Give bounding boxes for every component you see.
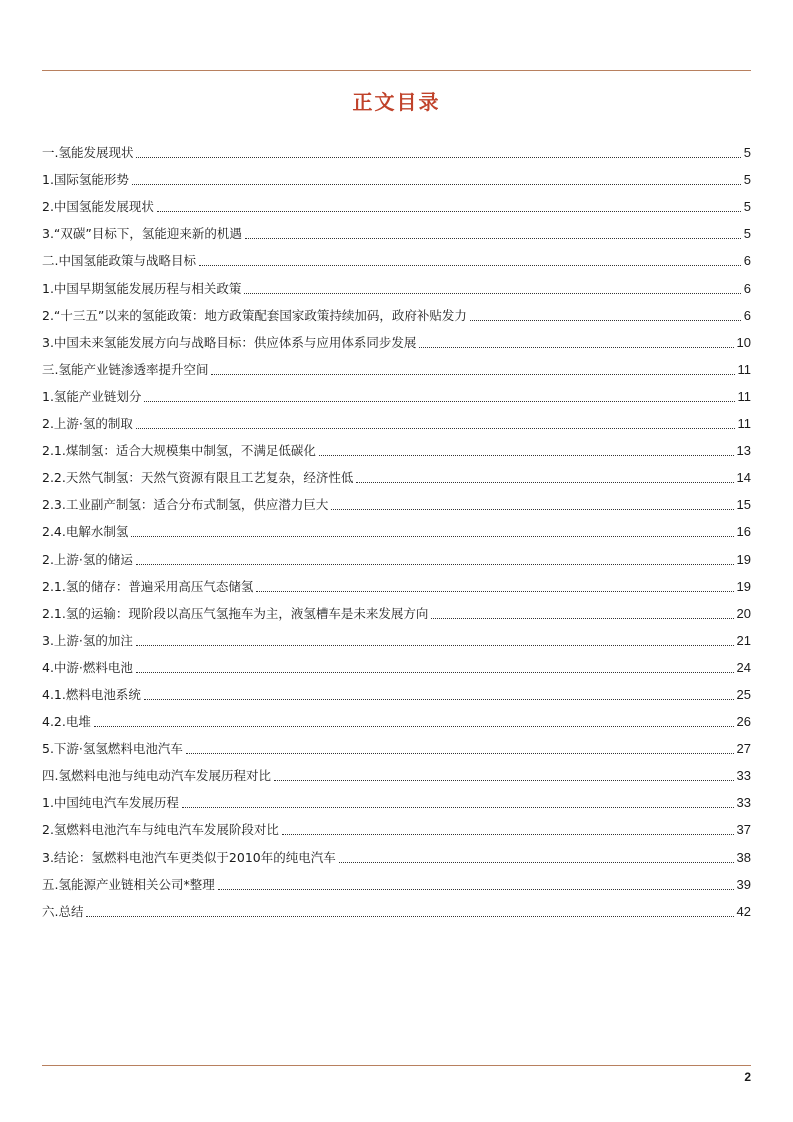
toc-entry-title: 4.中游·燃料电池 [42,659,133,675]
toc-entry[interactable] [42,784,751,811]
toc-entry-title: 一.氢能发展现状 [42,145,134,161]
page-number: 2 [744,1070,751,1084]
toc-entry-title: 3.“双碳”目标下，氢能迎来新的机遇 [42,226,242,242]
toc-entry[interactable] [42,730,751,757]
toc-dot-leader [282,834,734,835]
toc-dot-leader [144,699,734,700]
toc-entry[interactable] [42,595,751,622]
toc-entry-title: 4.1.燃料电池系统 [42,686,141,702]
toc-entry-title: 2.4.电解水制氢 [42,524,129,540]
toc-dot-leader [131,536,733,537]
toc-entry-title: 5.下游·氢氢燃料电池汽车 [42,741,183,757]
toc-entry-page: 13 [736,443,751,459]
toc-dot-leader [211,374,734,375]
toc-entry[interactable] [42,351,751,378]
toc-entry[interactable] [42,540,751,567]
toc-entry-page: 33 [736,768,751,784]
toc-entry[interactable] [42,622,751,649]
toc-dot-leader [144,401,734,402]
toc-entry-title: 1.中国早期氢能发展历程与相关政策 [42,280,242,296]
toc-dot-leader [132,184,741,185]
table-of-contents [42,134,751,920]
toc-entry-page: 5 [743,172,751,188]
toc-entry-page: 37 [736,822,751,838]
toc-entry-page: 6 [743,280,751,296]
toc-entry[interactable] [42,161,751,188]
toc-entry-page: 11 [737,361,751,377]
toc-entry-title: 4.2.电堆 [42,714,91,730]
toc-entry[interactable] [42,405,751,432]
toc-entry-page: 6 [743,253,751,269]
toc-entry[interactable] [42,703,751,730]
toc-entry-page: 15 [736,497,751,513]
toc-dot-leader [182,807,734,808]
toc-entry-title: 2.1.氢的运输：现阶段以高压气氢拖车为主，液氢槽车是未来发展方向 [42,605,429,621]
toc-entry-page: 21 [736,632,751,648]
page-title: 正文目录 [352,90,441,114]
toc-entry-page: 5 [743,145,751,161]
toc-entry[interactable] [42,297,751,324]
toc-dot-leader [356,482,733,483]
toc-dot-leader [274,780,734,781]
toc-entry-page: 11 [737,416,751,432]
toc-dot-leader [136,157,740,158]
toc-entry[interactable] [42,757,751,784]
toc-entry[interactable] [42,838,751,865]
toc-entry[interactable] [42,242,751,269]
toc-entry-title: 2.上游·氢的制取 [42,416,133,432]
toc-entry-page: 26 [736,714,751,730]
toc-entry-page: 14 [736,470,751,486]
toc-dot-leader [86,916,733,917]
toc-entry-title: 2.3.工业副产制氢：适合分布式制氢，供应潜力巨大 [42,497,329,513]
toc-entry[interactable] [42,811,751,838]
toc-dot-leader [136,672,734,673]
toc-dot-leader [470,320,741,321]
toc-entry-title: 2.1.煤制氢：适合大规模集中制氢，不满足低碳化 [42,443,316,459]
toc-dot-leader [199,265,741,266]
toc-dot-leader [256,591,733,592]
toc-entry[interactable] [42,378,751,405]
toc-entry-title: 1.氢能产业链划分 [42,388,142,404]
toc-entry[interactable] [42,649,751,676]
toc-entry-page: 19 [736,578,751,594]
toc-dot-leader [331,509,733,510]
toc-entry-title: 2.上游·氢的储运 [42,551,133,567]
toc-entry-title: 2.1.氢的储存：普遍采用高压气态储氢 [42,578,254,594]
toc-dot-leader [419,347,733,348]
toc-entry[interactable] [42,215,751,242]
toc-entry-page: 16 [736,524,751,540]
toc-entry[interactable] [42,866,751,893]
toc-entry-title: 1.国际氢能形势 [42,172,129,188]
toc-entry[interactable] [42,513,751,540]
toc-entry-page: 5 [743,226,751,242]
toc-entry[interactable] [42,269,751,296]
toc-entry-page: 10 [736,334,751,350]
toc-entry-page: 19 [736,551,751,567]
toc-entry-page: 25 [736,686,751,702]
toc-dot-leader [157,211,741,212]
toc-entry-title: 五.氢能源产业链相关公司*整理 [42,876,215,892]
toc-dot-leader [244,293,740,294]
toc-entry[interactable] [42,893,751,920]
toc-dot-leader [136,645,734,646]
toc-dot-leader [136,564,734,565]
toc-dot-leader [431,618,733,619]
toc-dot-leader [186,753,734,754]
toc-entry[interactable] [42,676,751,703]
toc-entry[interactable] [42,459,751,486]
toc-entry-title: 3.上游·氢的加注 [42,632,133,648]
toc-entry-title: 2.“十三五”以来的氢能政策：地方政策配套国家政策持续加码，政府补贴发力 [42,307,467,323]
toc-entry-title: 二.中国氢能政策与战略目标 [42,253,196,269]
toc-entry[interactable] [42,188,751,215]
toc-entry-page: 33 [736,795,751,811]
toc-entry[interactable] [42,324,751,351]
toc-entry-page: 24 [736,659,751,675]
toc-entry-page: 6 [743,307,751,323]
toc-entry-page: 39 [736,876,751,892]
header-rule [42,70,751,71]
toc-entry[interactable] [42,486,751,513]
toc-entry-title: 2.中国氢能发展现状 [42,199,154,215]
toc-dot-leader [94,726,734,727]
toc-dot-leader [319,455,734,456]
toc-entry-title: 2.2.天然气制氢：天然气资源有限且工艺复杂，经济性低 [42,470,354,486]
toc-entry[interactable] [42,432,751,459]
toc-dot-leader [339,862,734,863]
toc-entry-page: 5 [743,199,751,215]
toc-dot-leader [245,238,741,239]
toc-dot-leader [218,889,734,890]
toc-entry-title: 四.氢燃料电池与纯电动汽车发展历程对比 [42,768,271,784]
footer-rule [42,1065,751,1066]
toc-entry-title: 3.中国未来氢能发展方向与战略目标：供应体系与应用体系同步发展 [42,334,417,350]
toc-entry-title: 1.中国纯电汽车发展历程 [42,795,179,811]
toc-entry-page: 27 [736,741,751,757]
toc-entry[interactable] [42,568,751,595]
toc-entry-title: 三.氢能产业链渗透率提升空间 [42,361,209,377]
toc-entry-title: 3.结论：氢燃料电池汽车更类似于2010年的纯电汽车 [42,849,336,865]
toc-entry-title: 2.氢燃料电池汽车与纯电汽车发展阶段对比 [42,822,279,838]
toc-entry-page: 11 [737,388,751,404]
toc-entry-title: 六.总结 [42,903,84,919]
toc-entry-page: 20 [736,605,751,621]
toc-entry-page: 38 [736,849,751,865]
toc-entry-page: 42 [736,903,751,919]
toc-dot-leader [136,428,735,429]
toc-entry[interactable] [42,134,751,161]
